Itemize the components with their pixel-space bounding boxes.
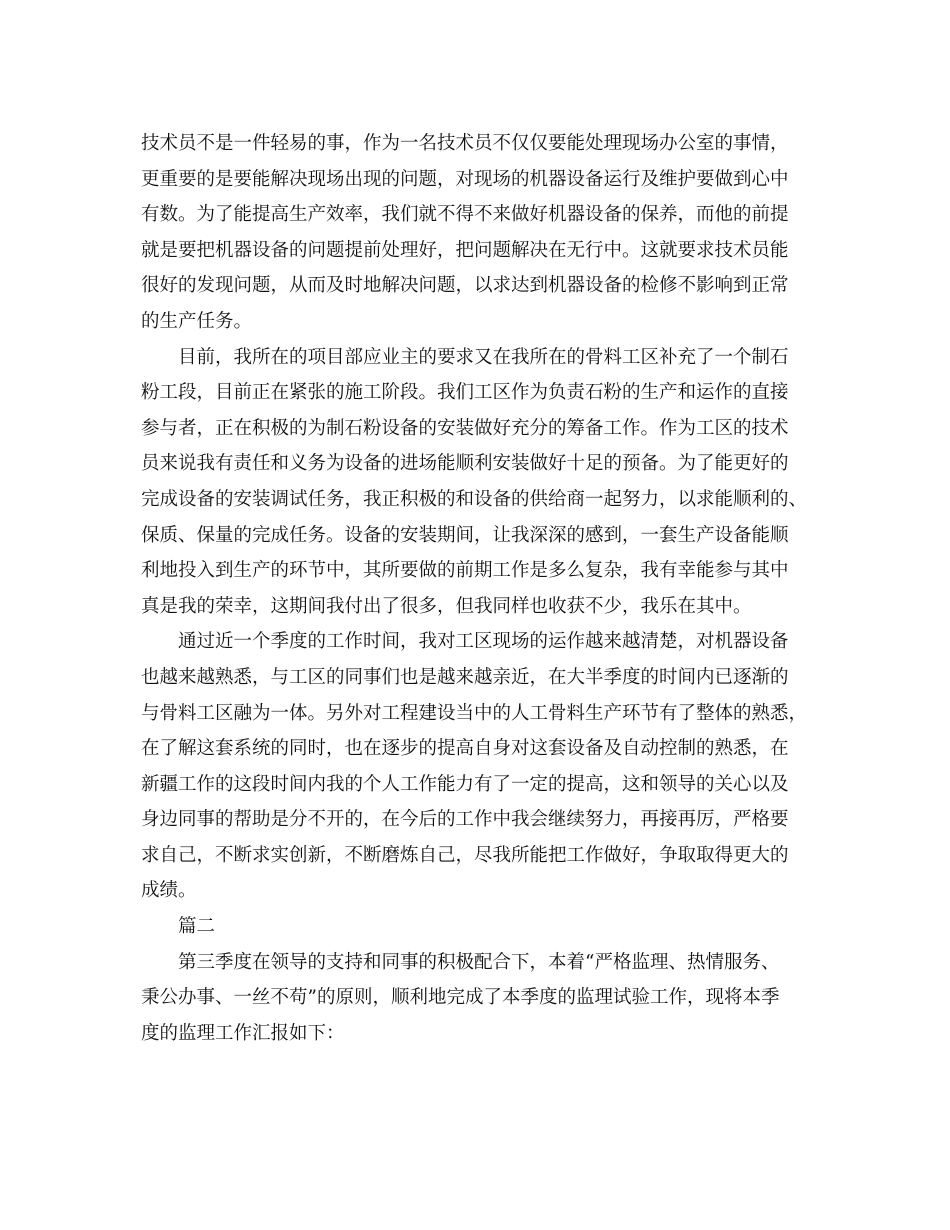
text-line: 完成设备的安装调试任务，我正积极的和设备的供给商一起努力，以求能顺利的、 [141,488,808,510]
text-line: 很好的发现问题，从而及时地解决问题，以求达到机器设备的检修不影响到正常 [141,275,789,297]
text-line: 技术员不是一件轻易的事，作为一名技术员不仅仅要能处理现场办公室的事情， [141,133,789,154]
text-line: 身边同事的帮助是分不开的，在今后的工作中我会继续努力，再接再厉，严格要 [141,809,789,831]
text-line: 保质、保量的完成任务。设备的安装期间，让我深深的感到，一套生产设备能顺 [141,524,789,546]
text-line: 有数。为了能提高生产效率，我们就不得不来做好机器设备的保养，而他的前提 [141,204,789,226]
text-line: 在了解这套系统的同时，也在逐步的提高自身对这套设备及自动控制的熟悉，在 [141,738,789,760]
text-line: 秉公办事、一丝不苟”的原则，顺利地完成了本季度的监理试验工作，现将本季 [141,987,780,1009]
text-line: 就是要把机器设备的问题提前处理好，把问题解决在无行中。这就要求技术员能 [141,239,789,261]
text-line: 真是我的荣幸，这期间我付出了很多，但我同样也收获不少，我乐在其中。 [141,595,752,617]
text-line: 粉工段，目前正在紧张的施工阶段。我们工区作为负责石粉的生产和运作的直接 [141,382,789,404]
paragraph-first-line: 篇二 [178,916,216,938]
text-line: 更重要的是要能解决现场出现的问题，对现场的机器设备运行及维护要做到心中 [141,168,789,190]
text-line: 也越来越熟悉，与工区的同事们也是越来越亲近，在大半季度的时间内已逐渐的 [141,666,789,688]
text-line: 参与者，正在积极的为制石粉设备的安装做好充分的筹备工作。作为工区的技术 [141,417,789,439]
text-line: 度的监理工作汇报如下： [141,1022,345,1044]
text-line: 利地投入到生产的环节中，其所要做的前期工作是多么复杂，我有幸能参与其中 [141,560,789,582]
paragraph-first-line: 目前，我所在的项目部应业主的要求又在我所在的骨料工区补充了一个制石 [178,346,789,368]
text-line: 员来说我有责任和义务为设备的进场能顺利安装做好十足的预备。为了能更好的 [141,453,789,475]
paragraph-first-line: 第三季度在领导的支持和同事的积极配合下，本着“严格监理、热情服务、 [178,951,780,973]
text-line: 的生产任务。 [141,310,253,332]
text-line: 求自己，不断求实创新，不断磨炼自己，尽我所能把工作做好，争取取得更大的 [141,844,789,866]
text-line: 与骨料工区融为一体。另外对工程建设当中的人工骨料生产环节有了整体的熟悉， [141,702,808,724]
paragraph-first-line: 通过近一个季度的工作时间，我对工区现场的运作越来越清楚，对机器设备 [178,631,789,653]
document-body [141,126,811,1051]
text-line: 成绩。 [141,880,197,902]
text-line: 新疆工作的这段时间内我的个人工作能力有了一定的提高，这和领导的关心以及 [141,773,789,795]
